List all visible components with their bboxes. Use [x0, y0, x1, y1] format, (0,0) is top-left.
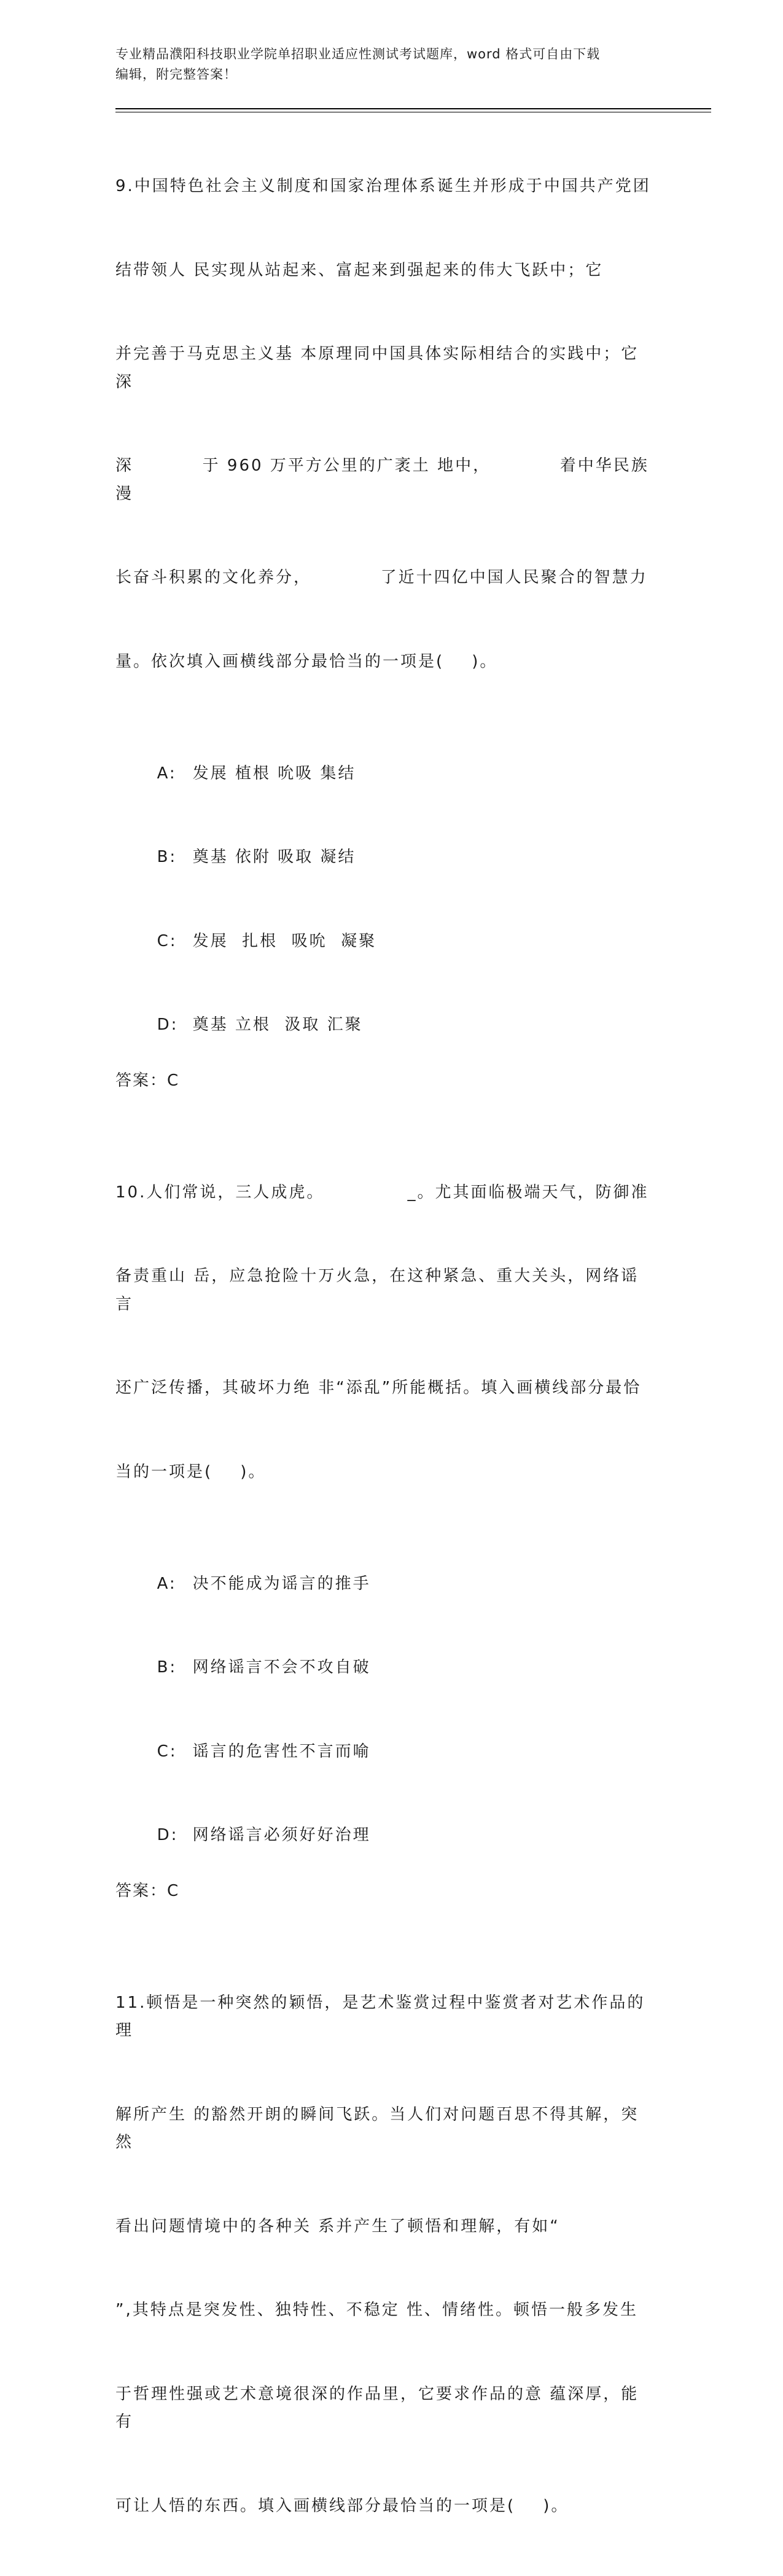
option-b [115, 1626, 656, 1710]
option-key: D: [157, 1011, 193, 1039]
question-spacer [115, 1095, 656, 1123]
stem-line: 于哲理性强或艺术意境很深的作品里，它要求作品的意 蕴深厚，能有 [115, 2381, 656, 2437]
option-key: B: [157, 844, 193, 872]
stem-line: 解所产生 的豁然开朗的瞬间飞跃。当人们对问题百思不得其解，突然 [115, 2101, 656, 2157]
option-d [115, 984, 656, 1068]
stem-line: 11.顿悟是一种突然的颖悟，是艺术鉴赏过程中鉴赏者对艺术作品的理 [115, 1989, 656, 2045]
question-10 [115, 1123, 656, 1906]
option-c [115, 899, 656, 984]
stem-line: 还广泛传播，其破坏力绝 非“添乱”所能概括。填入画横线部分最恰 [115, 1374, 656, 1403]
option-d [115, 1794, 656, 1878]
header-line-2: 编辑，附完整答案！ [115, 65, 656, 85]
stem-line: 9.中国特色社会主义制度和国家治理体系诞生并形成于中国共产党团 [115, 173, 656, 201]
option-a [115, 732, 656, 816]
option-text: 谣言的危害性不言而喻 [193, 1742, 371, 1761]
option-key: D: [157, 1822, 193, 1850]
option-key: C: [157, 928, 193, 956]
stem-line: 深 于 960 万平方公里的广袤土 地中， 着中华民族漫 [115, 452, 656, 508]
option-text: 网络谣言必须好好治理 [193, 1826, 371, 1844]
stem-line: 备责重山 岳，应急抢险十万火急，在这种紧急、重大关头，网络谣言 [115, 1263, 656, 1318]
question-spacer [115, 1906, 656, 1933]
stem-line: 结带领人 民实现从站起来、富起来到强起来的伟大飞跃中；它 [115, 257, 656, 285]
header-divider-thick [115, 108, 711, 109]
stem-line: 可让人悟的东西。填入画横线部分最恰当的一项是( )。 [115, 2492, 656, 2521]
answer-line: 答案：C [115, 1067, 656, 1095]
option-c [115, 1710, 656, 1794]
option-text: 发展 扎根 吸吮 凝聚 [193, 932, 377, 950]
stem-line: 看出问题情境中的各种关 系并产生了顿悟和理解，有如“ [115, 2213, 656, 2241]
option-text: 奠基 依附 吸取 凝结 [193, 848, 356, 866]
option-b [115, 816, 656, 900]
option-key: A: [157, 760, 193, 788]
option-text: 奠基 立根 汲取 汇聚 [193, 1016, 363, 1034]
stem-line: 当的一项是( )。 [115, 1458, 656, 1487]
stem-line: 10.人们常说，三人成虎。 _。尤其面临极端天气，防御准 [115, 1179, 656, 1207]
document-header [115, 44, 656, 85]
option-text: 网络谣言不会不攻自破 [193, 1658, 371, 1677]
option-a [115, 1542, 656, 1626]
stem-line: 长奋斗积累的文化养分， 了近十四亿中国人民聚合的智慧力 [115, 564, 656, 592]
option-key: B: [157, 1654, 193, 1682]
option-text: 决不能成为谣言的推手 [193, 1575, 371, 1593]
stem-line: 并完善于马克思主义基 本原理同中国具体实际相结合的实践中；它深 [115, 340, 656, 396]
question-stem [115, 117, 656, 732]
question-list [115, 117, 656, 2576]
stem-line: ”,其特点是突发性、独特性、不稳定 性、情绪性。顿悟一般多发生 [115, 2296, 656, 2325]
option-text: 发展 植根 吮吸 集结 [193, 764, 356, 783]
question-stem [115, 1123, 656, 1543]
question-stem [115, 1933, 656, 2576]
header-line-1: 专业精品濮阳科技职业学院单招职业适应性测试考试题库，word 格式可自由下载 [115, 44, 656, 65]
stem-line: 量。依次填入画横线部分最恰当的一项是( )。 [115, 648, 656, 676]
option-key: A: [157, 1570, 193, 1599]
question-9 [115, 117, 656, 1095]
option-key: C: [157, 1738, 193, 1766]
answer-line: 答案：C [115, 1877, 656, 1906]
question-11 [115, 1933, 656, 2576]
